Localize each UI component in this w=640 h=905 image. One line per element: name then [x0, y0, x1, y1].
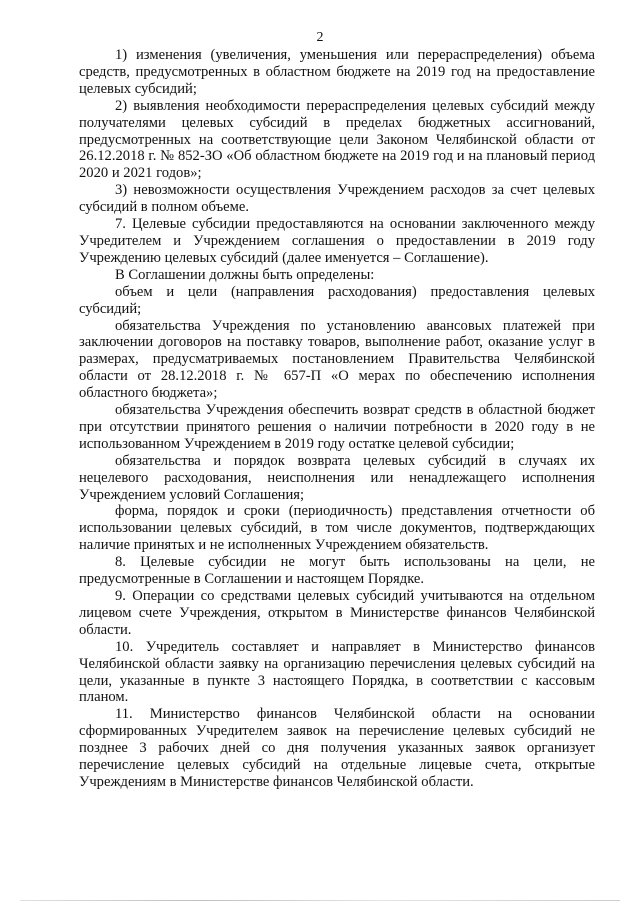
paragraph-clause-10: 10. Учредитель составляет и направляет в Министерство финансов Челябинской области заявку на организацию перечисления целевых субсидий на цели, указанные в пункте 3 настоящего Порядка, в соответствии с кассовым планом. [79, 638, 595, 706]
paragraph-agreement-advance-payments: обязательства Учреждения по установлению авансовых платежей при заключении договоров на поставку товаров, выполнение работ, оказание услуг в размерах, предусматриваемых постановлением Правительства Челябинской области от 28.12.2018 г. № 657-П «О мерах по обеспечению исполнения областного бюджета»; [79, 317, 595, 402]
paragraph-clause-9: 9. Операции со средствами целевых субсидий учитываются на отдельном лицевом счете Учреждения, открытом в Министерстве финансов Челябинской области. [79, 588, 595, 638]
scan-edge-line [20, 900, 620, 901]
page-number: 2 [316, 30, 324, 45]
paragraph-item-1-budget-change: 1) изменения (увеличения, уменьшения или перераспределения) объема средств, предусмотренных в областном бюджете на 2019 год на предоставление целевых субсидий; [79, 47, 595, 97]
paragraph-agreement-volume: объем и цели (направления расходования) предоставления целевых субсидий; [79, 283, 595, 317]
paragraph-agreement-misuse: обязательства и порядок возврата целевых субсидий в случаях их нецелевого расходования, неисполнения или ненадлежащего исполнения Учреждением условий Соглашения; [79, 452, 595, 503]
paragraph-item-3-impossibility: 3) невозможности осуществления Учреждением расходов за счет целевых субсидий в полном объеме. [79, 182, 595, 216]
paragraph-clause-11: 11. Министерство финансов Челябинской области на основании сформированных Учредителем заявок на перечисление целевых субсидий не позднее 3 рабочих дней со дня получения указанных заявок организует перечисление целевых субсидий на отдельные лицевые счета, открытые Учреждениям в Министерстве финансов Челябинской области. [79, 706, 595, 790]
document-body [79, 47, 595, 791]
paragraph-item-2-redistribution: 2) выявления необходимости перераспределения целевых субсидий между получателями целевых субсидий в пределах бюджетных ассигнований, предусмотренных на соответствующие цели Законом Челябинской области от 26.12.2018 г. № 852-ЗО «Об областном бюджете на 2019 год и на плановый период 2020 и 2021 годов»; [79, 97, 595, 182]
paragraph-agreement-refund: обязательства Учреждения обеспечить возврат средств в областной бюджет при отсутствии принятого решения о наличии потребности в 2020 году в не использованном Учреждением в 2019 году остатке целевой субсидии; [79, 402, 595, 452]
paragraph-clause-7: 7. Целевые субсидии предоставляются на основании заключенного между Учредителем и Учреждением соглашения о предоставлении в 2019 году Учреждению целевых субсидий (далее именуется – Соглашение). [79, 216, 595, 266]
paragraph-agreement-intro: В Соглашении должны быть определены: [115, 266, 375, 283]
paragraph-agreement-reporting: форма, порядок и сроки (периодичность) представления отчетности об использовании целевых субсидий, в том числе документов, подтверждающих наличие принятых и не исполненных Учреждением обязательств. [79, 503, 595, 554]
paragraph-clause-8: 8. Целевые субсидии не могут быть использованы на цели, не предусмотренные в Соглашении и настоящем Порядке. [79, 554, 595, 588]
